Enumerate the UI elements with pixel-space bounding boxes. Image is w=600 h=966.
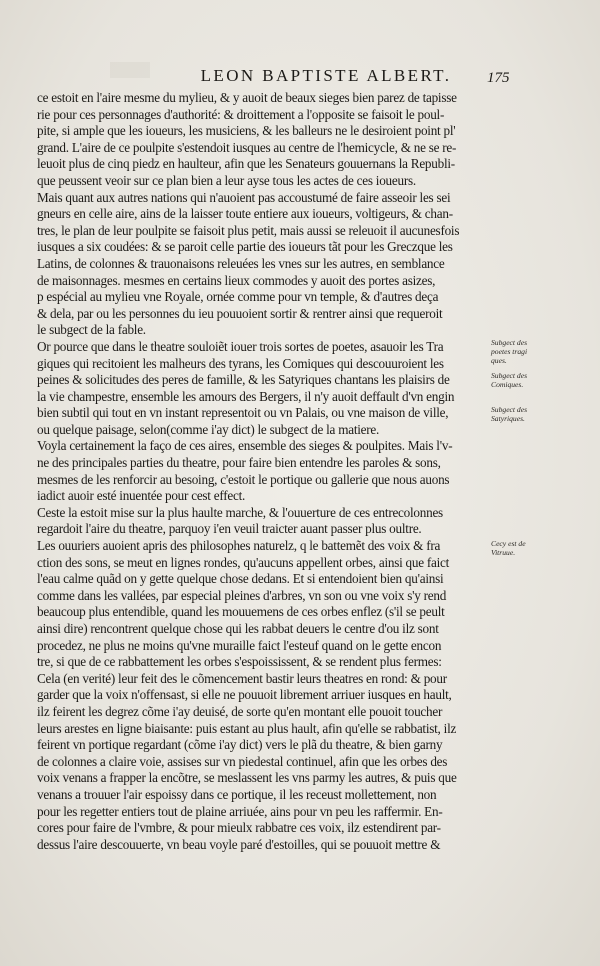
text-line: iadict auoir esté inuentée pour cest effect. [37,488,246,504]
margin-note [491,539,561,557]
text-line: grand. L'aire de ce poulpite s'estendoit iusques au centre de l'hemicycle, & ne se re- [37,139,457,155]
text-line: peines & solicitudes des peres de famille, & les Satyriques chantans les plaisirs de [37,372,450,388]
main-text-block [37,90,490,853]
text-line: gneurs en celle aire, ains de la laisser toute entiere aux ioueurs, voltigeurs, & chan- [37,206,453,222]
text-line: regardoit l'aire du theatre, parquoy i'en veuil traicter auant passer plus oultre. [37,521,422,537]
margin-note-line: Cecy est de [491,539,526,549]
margin-note-line: Comiques. [491,380,524,390]
text-line: le subgect de la fable. [37,322,146,338]
text-line: voix venans a frapper la encõtre, se meslassent les vns parmy les autres, & puis que [37,770,457,786]
text-line: Mais quant aux autres nations qui n'auoient pas accoustumé de faire asseoir les sei [37,189,451,205]
text-line: bien subtil qui tout en vn instant representoit ou vn Palais, ou vne maison de ville, [37,405,449,421]
text-line: ction des sons, se meut en lignes rondes, qu'aucuns appellent orbes, ainsi que faict [37,554,450,570]
text-line: Voyla certainement la faço de ces aires, ensemble des sieges & poulpites. Mais l'v- [37,438,453,454]
text-line: tre, si que de ce rabbattement les orbes s'espoississent, & se rendent plus fermes: [37,654,442,670]
page-number: 175 [487,70,510,86]
text-line: l'eau calme quãd on y gette quelque chose dedans. Et si entendoient bien qu'ainsi [37,571,444,587]
text-line: leurs arestes en ligne biaisante: puis estant au plus hault, afin qu'elle se rabbatist, ilz [37,720,457,736]
text-line: la vie champestre, ensemble les amours des Bergers, il n'y auoit deffault d'vn engin [37,388,455,404]
text-line: de maisonnages. mesmes en certains lieux commodes y auoit des portes asizes, [37,272,436,288]
margin-note [491,338,561,365]
text-line: ilz feirent les degrez cõme i'ay deuisé, de sorte qu'en montant elle pouoit toucher [37,703,443,719]
text-line: procedez, ne plus ne moins qu'vne muraille faict l'esteuf quand on le gette encon [37,637,442,653]
text-line: comme dans les vallées, par especial pleines d'arbres, vn son ou vne voix s'y rend [37,587,447,603]
text-line: leuoit plus de cinq piedz en haulteur, afin que les Senateurs gouuernans la Republi- [37,156,455,172]
text-line: Latins, de colonnes & trauonaisons releuées les vnes sur les autres, en semblance [37,255,445,271]
text-line: & dela, par ou les personnes du ieu pouuoient sortir & rentrer ainsi que requeroit [37,305,443,321]
text-line: ainsi dire) rencontrent quelque chose qui les rabbat deuers le centre d'ou ilz sont [37,621,439,636]
text-line: ce estoit en l'aire mesme du mylieu, & y auoit de beaux sieges bien parez de tapisse [37,90,457,105]
text-line: iusques a six coudées: & se paroit celle partie des ioueurs tãt pour les Greczque les [37,239,453,255]
running-title: LEON BAPTISTE ALBERT. [200,66,452,85]
text-line: que peussent veoir sur ce plan bien a leur ayse tous les actes de ces ioueurs. [37,172,416,188]
text-line: garder que la voix n'offensast, si elle ne pouuoit librement arriuer iusques en hault, [37,687,452,703]
margin-note [491,371,561,389]
text-line: pour les regetter entiers tout de plaine arriuée, ains pour vn peu les raffermir. En- [37,803,443,819]
text-line: ne des principales parties du theatre, pour faire bien entendre les paroles & sons, [37,455,441,471]
text-line: tres, le plan de leur poulpite se faisoit plus petit, mais aussi se releuoit il aucunesfois [37,222,460,238]
text-line: Les ouuriers auoient apris des philosophes naturelz, q le battemẽt des voix & fra [37,538,441,554]
margin-note-line: Subgect des [491,338,528,348]
show-through-shadow [110,62,150,78]
text-line: p espécial au mylieu vne Royale, ornée comme pour vn temple, & d'autres deça [37,289,439,305]
text-line: venans a trouuer l'air espoissy dans ce portique, il les receust mollettement, non [37,786,437,802]
margin-note [491,405,561,423]
text-line: pite, si ample que les ioueurs, les musiciens, & les balleurs ne le desiroient point pl' [37,123,456,139]
margin-note-line: ques. [491,356,507,366]
margin-note-line: poetes tragi [491,347,528,357]
margin-note-line: Satyriques. [491,413,525,423]
margin-note-line: Subgect des [491,404,528,414]
text-line: feirent vn portique regardant (cõme i'ay dict) vers le plã du theatre, & bien garny [37,737,443,753]
text-line: giques qui recitoient les malheurs des tyrans, les Comiques qui descouuroient les [37,355,444,371]
text-line: rie pour ces personnages d'authorité: & droittement a l'opposite se faisoit le poul- [37,106,445,122]
text-line: de colonnes a claire voie, assises sur vn piedestal continuel, afin que les orbes des [37,753,448,769]
text-line: ou quelque paisage, selon(comme i'ay dict) le subgect de la matiere. [37,421,380,437]
text-line: beaucoup plus entendible, quand les mouuemens de ces orbes enflez (s'il se peult [37,604,445,620]
text-line: Ceste la estoit mise sur la plus haulte marche, & l'ouuerture de ces entrecolonnes [37,504,443,520]
text-line: dessus l'aire descouuerte, vn beau voyle paré d'estoilles, qui se pouuoit mettre & [37,836,441,852]
text-line: Or pource que dans le theatre souloiẽt iouer trois sortes de poetes, asauoir les Tra [37,338,444,354]
text-line: cores pour faire de l'vmbre, & pour mieulx rabbatre ces voix, ilz estendirent par- [37,820,441,836]
margin-note-line: Vitruue. [491,548,516,558]
text-line: mesmes de les renforcir au besoing, c'estoit le portique ou gallerie que nous auons [37,471,450,487]
margin-note-line: Subgect des [491,371,528,381]
text-line: Cela (en verité) leur feit des le cõmencement bastir leurs theatres en rond: & pour [37,670,447,686]
